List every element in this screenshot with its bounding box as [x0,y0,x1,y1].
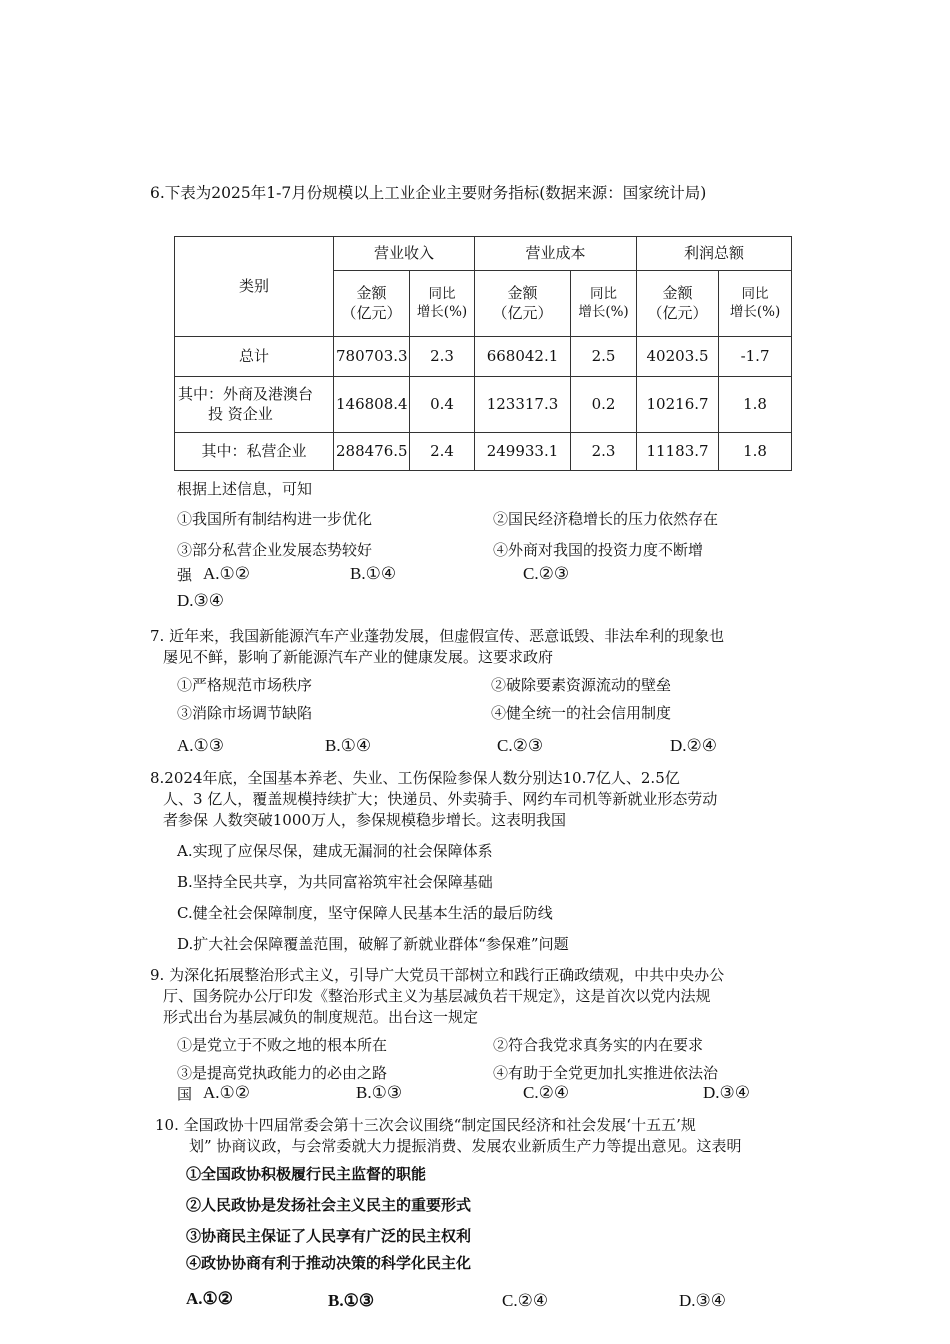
q7-option-1: ①严格规范市场秩序 [177,676,313,694]
q6-option-4: ④外商对我国的投资力度不断增 [493,541,704,559]
amount-unit: （亿元） [341,303,402,322]
q10-option-3: ③协商民主保证了人民享有广泛的民主权利 [186,1227,472,1245]
growth-header [719,271,792,337]
growth-header [571,271,637,337]
q6-choice-d: D.③④ [177,591,225,610]
q6-stem: 6.下表为2025年1-7月份规模以上工业企业主要财务指标(数据来源：国家统计局) [150,184,707,202]
cell-revenue: 288476.5 [334,433,410,471]
q9-choice-c: C.②④ [523,1083,570,1102]
amount-unit: （亿元） [492,303,553,322]
category-header: 类别 [175,237,334,337]
q7-choice-b: B.①④ [325,736,372,755]
q9-option-4: ④有助于全党更加扎实推进依法治 [493,1064,719,1082]
q10-option-2: ②人民政协是发扬社会主义民主的重要形式 [186,1196,472,1214]
q9-option-1: ①是党立于不败之地的根本所在 [177,1036,388,1054]
cell-profit-growth: -1.7 [719,337,792,377]
amount-label: 金额 [507,284,538,302]
amount-header [475,271,571,337]
cell-cost: 123317.3 [475,377,571,433]
cell-cost: 668042.1 [475,337,571,377]
q6-option-1: ①我国所有制结构进一步优化 [177,510,373,528]
cell-profit: 40203.5 [637,337,719,377]
q8-choice-a: A.实现了应保尽保，建成无漏洞的社会保障体系 [177,842,493,860]
table-row [175,433,792,471]
row-name [175,377,334,433]
q9-option-3: ③是提高党执政能力的必由之路 [177,1064,388,1082]
q9-stem-line1: 9. 为深化拓展整治形式主义，引导广大党员干部树立和践行正确政绩观，中共中央办公 [150,966,725,984]
q9-stem-line2: 厅、国务院办公厅印发《整治形式主义为基层减负若干规定》，这是首次以党内法规 [163,987,711,1005]
q8-stem-line3: 者参保 人数突破1000万人，参保规模稳步增长。这表明我国 [163,811,566,829]
growth-label-1: 同比 [590,285,618,302]
cell-profit: 10216.7 [637,377,719,433]
amount-label: 金额 [356,284,387,302]
q10-stem-line1: 10. 全国政协十四届常委会第十三次会议围绕“制定国民经济和社会发展‘十五五’规 [155,1116,696,1134]
row-name-line2: 投 资企业 [208,404,273,423]
financial-indicators-table [174,236,792,471]
cell-cost-growth: 0.2 [571,377,637,433]
q10-choice-a: A.①② [186,1289,234,1308]
row-name: 总计 [175,337,334,377]
growth-label-1: 同比 [741,285,769,302]
q8-stem-line1: 8.2024年底，全国基本养老、失业、工伤保险参保人数分别达10.7亿人、2.5亿 [150,769,680,787]
q10-option-4: ④政协协商有利于推动决策的科学化民主化 [186,1254,472,1272]
amount-header [334,271,410,337]
q7-choice-d: D.②④ [670,736,718,755]
q7-choice-a: A.①③ [177,736,225,755]
cell-revenue-growth: 2.4 [410,433,475,471]
table-row [175,337,792,377]
table-row [175,377,792,433]
q6-option-2: ②国民经济稳增长的压力依然存在 [493,510,719,528]
amount-header [637,271,719,337]
q9-choice-d: D.③④ [703,1083,751,1102]
q10-option-1: ①全国政协积极履行民主监督的职能 [186,1165,427,1183]
q6-choice-c: C.②③ [523,564,570,583]
cell-profit-growth: 1.8 [719,377,792,433]
cell-cost: 249933.1 [475,433,571,471]
cell-profit-growth: 1.8 [719,433,792,471]
q6-choice-b: B.①④ [350,564,397,583]
cell-revenue: 146808.4 [334,377,410,433]
q9-choice-a: A.①② [203,1083,251,1102]
q8-choice-b: B.坚持全民共享，为共同富裕筑牢社会保障基础 [177,873,493,891]
q10-choice-d: D.③④ [679,1291,727,1310]
q8-choice-c: C.健全社会保障制度，坚守保障人民基本生活的最后防线 [177,904,553,922]
q6-option-3: ③部分私营企业发展态势较好 [177,541,373,559]
cell-profit: 11183.7 [637,433,719,471]
q9-stem-line3: 形式出台为基层减负的制度规范。出台这一规定 [163,1008,479,1026]
growth-header [410,271,475,337]
q10-stem-line2: 划” 协商议政，与会常委就大力提振消费、发展农业新质生产力等提出意见。这表明 [189,1137,742,1155]
cell-revenue: 780703.3 [334,337,410,377]
amount-label: 金额 [662,284,693,302]
q8-stem-line2: 人、3 亿人，覆盖规模持续扩大；快递员、外卖骑手、网约车司机等新就业形态劳动 [163,790,718,808]
q7-stem-line2: 屡见不鲜，影响了新能源汽车产业的健康发展。这要求政府 [163,648,554,666]
amount-unit: （亿元） [647,303,708,322]
group-header-revenue: 营业收入 [334,237,475,271]
q9-choice-b: B.①③ [356,1083,403,1102]
cell-revenue-growth: 2.3 [410,337,475,377]
q10-choice-c: C.②④ [502,1291,549,1310]
q9-option-2: ②符合我党求真务实的内在要求 [493,1036,704,1054]
q7-choice-c: C.②③ [497,736,544,755]
group-header-cost: 营业成本 [475,237,637,271]
q7-option-3: ③消除市场调节缺陷 [177,704,313,722]
q8-choice-d: D.扩大社会保障覆盖范围，破解了新就业群体“参保难”问题 [177,935,569,953]
group-header-profit: 利润总额 [637,237,792,271]
growth-label-2: 增长(%) [578,303,629,320]
q7-option-2: ②破除要素资源流动的壁垒 [491,676,672,694]
growth-label-2: 增长(%) [729,303,781,320]
q7-stem-line1: 7. 近年来，我国新能源汽车产业蓬勃发展，但虚假宣传、恶意诋毁、非法牟利的现象也 [150,627,725,645]
q10-choice-b: B.①③ [328,1291,375,1310]
q6-lead: 根据上述信息，可知 [177,480,313,498]
cell-cost-growth: 2.3 [571,433,637,471]
row-name: 其中：私营企业 [175,433,334,471]
growth-label-1: 同比 [428,285,456,302]
row-name-line1: 其中：外商及港澳台 [178,385,314,403]
cell-revenue-growth: 0.4 [410,377,475,433]
growth-label-2: 增长(%) [416,303,468,320]
q6-option-4-cont: 强 [177,566,193,584]
cell-cost-growth: 2.5 [571,337,637,377]
q6-choice-a: A.①② [203,564,251,583]
q9-option-4-cont: 国 [177,1085,193,1103]
q7-option-4: ④健全统一的社会信用制度 [491,704,672,722]
